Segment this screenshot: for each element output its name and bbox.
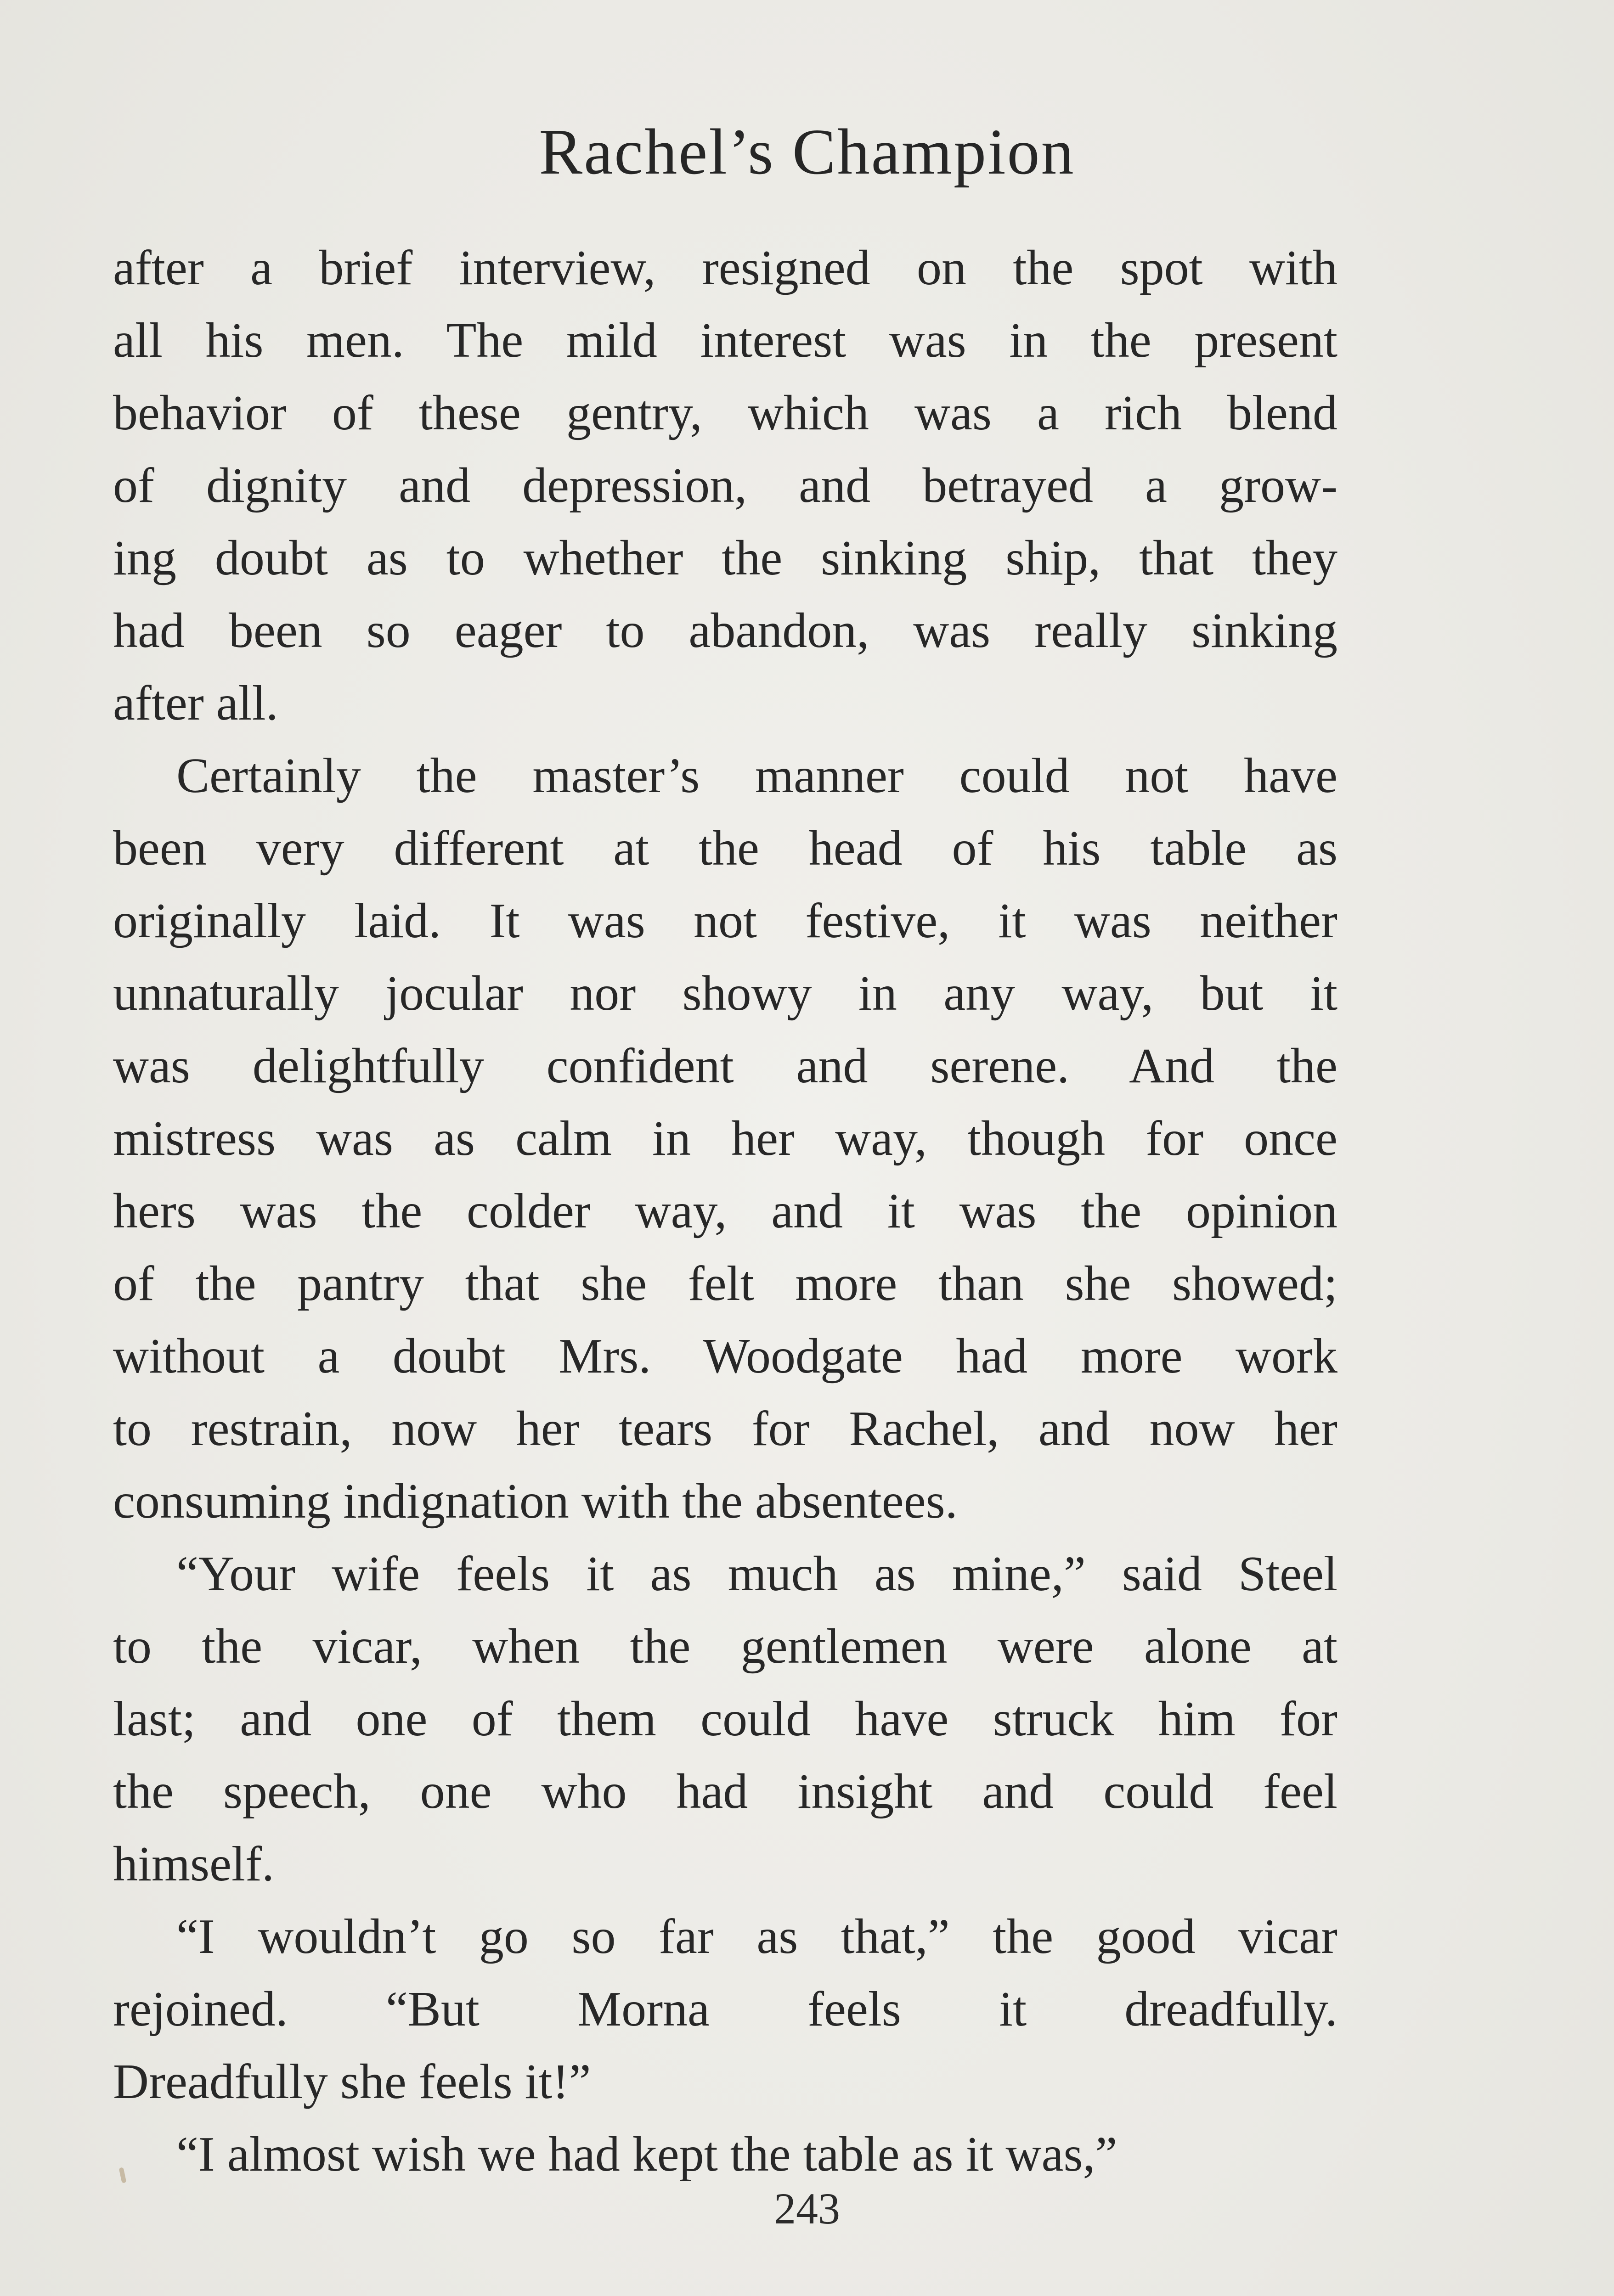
text-line: ing doubt as to whether the sinking ship, that they (113, 531, 1337, 585)
text-line: without a doubt Mrs. Woodgate had more work (113, 1329, 1337, 1384)
text-line: to restrain, now her tears for Rachel, and now her (113, 1401, 1337, 1456)
text-line: was delightfully confident and serene. And the (113, 1039, 1337, 1093)
text-line-paragraph-end: himself. (113, 1837, 274, 1891)
text-line: last; and one of them could have struck him for (113, 1692, 1337, 1746)
text-line: mistress was as calm in her way, though for once (113, 1111, 1337, 1166)
text-line: behavior of these gentry, which was a rich blend (113, 386, 1337, 440)
text-line-paragraph-end: after all. (113, 676, 278, 731)
text-line-paragraph-start: “Your wife feels it as much as mine,” said Steel (176, 1547, 1337, 1601)
text-line-paragraph-end: consuming indignation with the absentees. (113, 1474, 958, 1529)
text-line: hers was the colder way, and it was the opinion (113, 1184, 1337, 1238)
text-line: after a brief interview, resigned on the spot with (113, 241, 1337, 295)
text-line: of dignity and depression, and betrayed a grow- (113, 458, 1337, 513)
page-number: 243 (774, 2184, 840, 2233)
text-line-paragraph-end: Dreadfully she feels it!” (113, 2054, 591, 2109)
page-body-text (113, 232, 1337, 2191)
running-head-title: Rachel’s Champion (539, 115, 1075, 188)
text-line-paragraph-start: Certainly the master’s manner could not have (176, 748, 1337, 803)
text-line: originally laid. It was not festive, it was neither (113, 894, 1337, 948)
text-line: had been so eager to abandon, was really sinking (113, 603, 1337, 658)
text-line: to the vicar, when the gentlemen were alone at (113, 1619, 1337, 1674)
text-line: the speech, one who had insight and could feel (113, 1764, 1337, 1819)
text-line-paragraph-start: “I almost wish we had kept the table as it was,” (176, 2127, 1117, 2182)
text-line-paragraph-start: “I wouldn’t go so far as that,” the good vicar (176, 1909, 1337, 1964)
text-line: been very different at the head of his table as (113, 821, 1337, 876)
text-line: unnaturally jocular nor showy in any way, but it (113, 966, 1337, 1021)
text-line: of the pantry that she felt more than she showed; (113, 1256, 1337, 1311)
text-line: all his men. The mild interest was in the present (113, 313, 1337, 368)
text-line: rejoined. “But Morna feels it dreadfully. (113, 1982, 1337, 2037)
